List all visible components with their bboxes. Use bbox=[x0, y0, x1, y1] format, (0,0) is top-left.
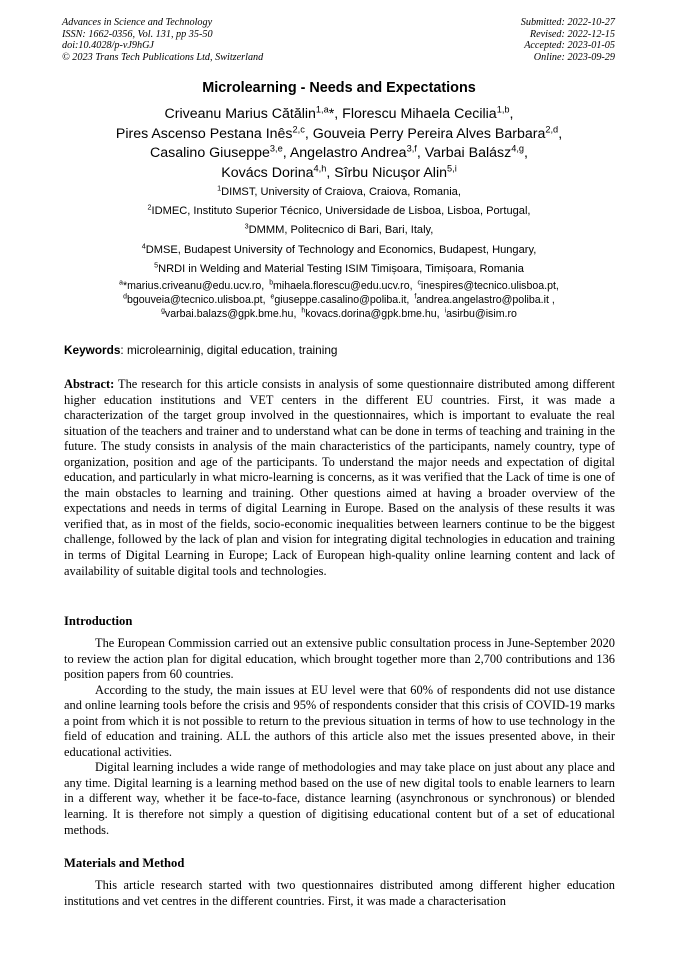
section-heading-introduction: Introduction bbox=[64, 614, 133, 628]
abstract-text: The research for this article consists in analysis of some questionnaire distributed among different higher education institutions and VET centers in the different EU countries. First, it was made a characterization of the target group involved in the questionnaires, which is important to evaluate the real situation of the teachers and trainer and to understand what can be done in terms of teaching and training in the future. The study consists in analysis of the main characteristics of the participants, namely country, type of organization, position and age of the participants. To understand the major needs and expectation of digital education, and particularly in what micro-learning is concerns, as it was verified that the Lack of time is one of the main obstacles to learning and training. Other questions aimed at having a broader overview of the expectations and needs in terms of digital Learning in Europe. Based on the analysis of these results it was verified that, as in most of the fields, socio-economic inequalities between learners continue to be the biggest challenge, followed by the lack of plan and vision for integrating digital technologies in education and training in terms of Digital Learning in Europe; Lack of European high-quality online learning content and lack of availability of suitable digital tools and technologies. bbox=[64, 377, 615, 578]
abstract-label: Abstract: bbox=[64, 377, 115, 391]
email-link[interactable]: $^g$varbai.balazs@gpk.bme.hu, bbox=[161, 307, 297, 320]
author-affiliation-mark: 2,c bbox=[292, 123, 305, 134]
paragraph: The European Commission carried out an extensive public consultation process in June-September 2020 to review the action plan for digital education, which brought together more than 2,700 contributions and 136 position papers from 60 countries. bbox=[64, 636, 615, 682]
email-link[interactable]: $^f$andrea.angelastro@poliba.it , bbox=[414, 293, 555, 306]
email-link[interactable]: $^h$kovacs.dorina@gpk.bme.hu, bbox=[301, 307, 440, 320]
date-online: Online: 2023-09-29 bbox=[533, 51, 615, 63]
date-accepted: Accepted: 2023-01-05 bbox=[524, 40, 615, 52]
affiliation-list bbox=[40, 183, 638, 279]
paragraph: Digital learning includes a wide range of methodologies and may take place on just about any place and any time. Digital learning is a learning method based on the use of new digital tools to enable learners to learn in a different way, whether it be face-to-face, distance learning (asynchronous or synchronous) or blended learning. It is therefore not simply a question of digitising educational content but of a set of educational methods. bbox=[64, 760, 615, 837]
publication-dates bbox=[521, 17, 615, 63]
affiliation: $^2$IDMEC, Instituto Superior Técnico, Universidade de Lisboa, Lisboa, Portugal, bbox=[147, 202, 531, 218]
author-affiliation-mark: 2,d bbox=[545, 123, 559, 134]
author: Casalino Giuseppe bbox=[150, 145, 270, 162]
date-submitted: Submitted: 2022-10-27 bbox=[520, 17, 615, 28]
author: Florescu Mihaela Cecilia bbox=[342, 106, 497, 122]
section-heading-materials-and-method: Materials and Method bbox=[64, 856, 185, 870]
affiliation: $^4$DMSE, Budapest University of Technology and Economics, Budapest, Hungary, bbox=[141, 240, 537, 256]
author: Gouveia Perry Pereira Alves Barbara bbox=[312, 125, 546, 142]
journal-copyright: © 2023 Trans Tech Publications Ltd, Switzerland bbox=[62, 51, 264, 63]
email-link[interactable]: $^e$giuseppe.casalino@poliba.it, bbox=[270, 293, 410, 306]
materials-body bbox=[64, 878, 615, 909]
author-affiliation-mark: 1,b bbox=[496, 104, 510, 115]
author: Criveanu Marius Cătălin bbox=[164, 106, 316, 122]
author: Varbai Balász bbox=[424, 145, 512, 162]
journal-issn: ISSN: 1662-0356, Vol. 131, pp 35-50 bbox=[62, 28, 213, 40]
email-list bbox=[30, 280, 648, 321]
introduction-body bbox=[64, 636, 615, 838]
keywords-label: Keywords bbox=[64, 343, 121, 357]
author-affiliation-mark: 1,a bbox=[315, 104, 329, 115]
author-affiliation-mark: 3,f bbox=[406, 143, 417, 154]
email-link[interactable]: $^d$bgouveia@tecnico.ulisboa.pt, bbox=[123, 293, 266, 306]
paper-title: Microlearning - Needs and Expectations bbox=[202, 80, 476, 96]
author-affiliation-mark: 5,i bbox=[447, 163, 457, 174]
paragraph: According to the study, the main issues at EU level were that 60% of respondents did not use distance and online learning tools before the crisis and 95% of respondents consider that this crisis of COVID-19 marks a point from which it is not possible to return to the previous situation in terms of how to use technology in the field of education and training. ALL the authors of this article also met the issues presented above, in their educational activities. bbox=[64, 682, 615, 759]
journal-name: Advances in Science and Technology bbox=[62, 17, 213, 28]
date-revised: Revised: 2022-12-15 bbox=[529, 28, 615, 40]
affiliation: $^3$DMMM, Politecnico di Bari, Bari, Italy, bbox=[244, 221, 434, 237]
author-affiliation-mark: 4,g bbox=[511, 143, 525, 154]
author: Pires Ascenso Pestana Inês bbox=[115, 125, 293, 142]
author: Kovács Dorina bbox=[221, 164, 314, 181]
email-link[interactable]: $^a$*marius.criveanu@edu.ucv.ro, bbox=[119, 279, 265, 292]
author: Angelastro Andrea bbox=[289, 145, 407, 162]
journal-doi: doi:10.4028/p-vJ9hGJ bbox=[62, 40, 154, 52]
keywords bbox=[64, 343, 337, 357]
email-link[interactable]: $^i$asirbu@isim.ro bbox=[444, 307, 517, 320]
paragraph: This article research started with two questionnaires distributed among different higher education institutions and vet centres in the different countries. First, it was made a characterisation bbox=[64, 878, 615, 908]
author: Sîrbu Nicușor Alin bbox=[334, 164, 447, 181]
author-list: Criveanu Marius Cătălin$^{1,a}$*, Florescu Mihaela Cecilia$^{1,b}$, Pires Ascenso Pestana Inês$^{2,c}$, Gouveia Perry Pereira Alves Barbara$^{2,d}$, Casalino Giuseppe$^{3,e}$, Angelastro Andrea$^{3,f}$, Varbai Balász$^{4,g}$, Kovács Dorina$^{4,h}$, Sîrbu Nicușor Alin$^{5,i}$ bbox=[115, 104, 563, 181]
author-affiliation-mark: 3,e bbox=[269, 143, 283, 154]
affiliation: $^1$DIMST, University of Craiova, Craiova, Romania, bbox=[217, 183, 461, 198]
journal-header bbox=[62, 17, 263, 63]
author-affiliation-mark: 4,h bbox=[313, 163, 327, 174]
email-link[interactable]: $^c$inespires@tecnico.ulisboa.pt, bbox=[417, 279, 559, 292]
affiliation: $^5$NRDI in Welding and Material Testing ISIM Timișoara, Timișoara, Romania bbox=[154, 260, 524, 275]
keywords-text: : microlearninig, digital education, training bbox=[120, 343, 338, 357]
abstract bbox=[64, 377, 615, 579]
email-link[interactable]: $^b$mihaela.florescu@edu.ucv.ro, bbox=[269, 279, 413, 292]
